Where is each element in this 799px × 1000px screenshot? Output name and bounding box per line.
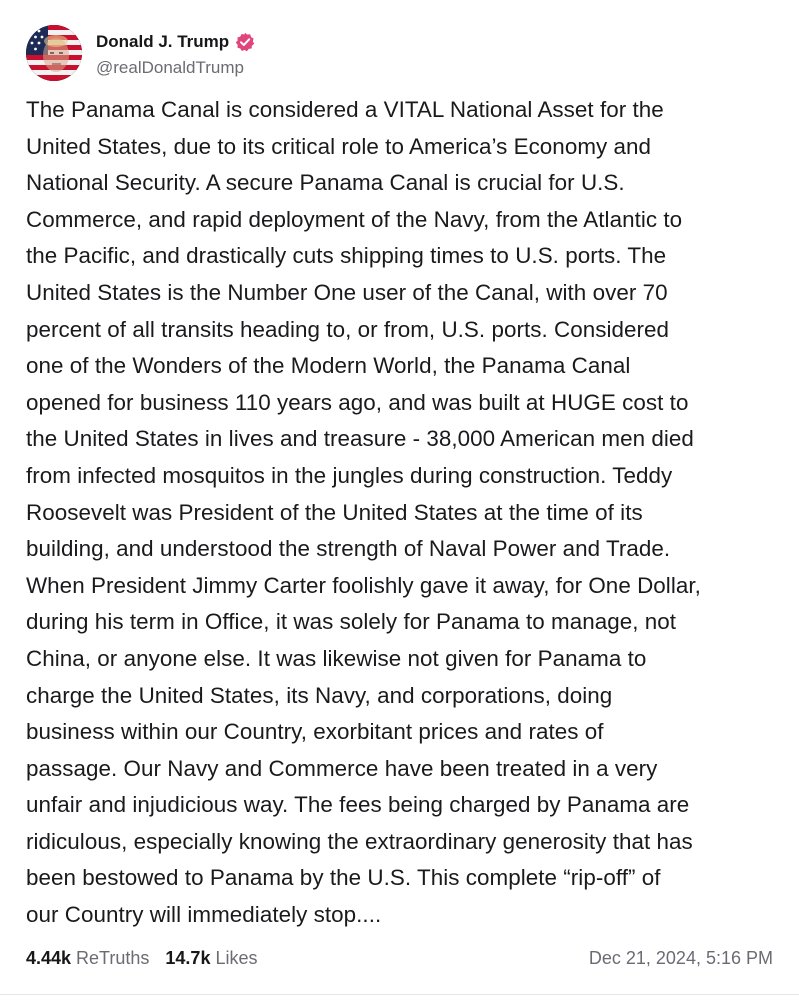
retruths-count: 4.44k [26,947,72,968]
avatar-image [26,25,82,81]
likes-count: 14.7k [165,947,211,968]
display-name[interactable]: Donald J. Trump [96,31,230,51]
retruths-label: ReTruths [76,947,150,968]
avatar[interactable] [26,25,82,81]
name-row [96,29,255,55]
post-header [26,25,255,81]
post-footer [26,944,773,972]
author-info [96,29,255,78]
likes-stat[interactable] [165,948,257,969]
post-body-text: The Panama Canal is considered a VITAL National Asset for the United States, due to its critical role to America’s Economy and National Security. A secure Panama Canal is crucial for U.S. Commerce, and rapid deployment of the Navy, from the Atlantic to the Pacific, and drastically cuts shipping times to U.S. ports. The United States is the Number One user of the Canal, with over 70 percent of all transits heading to, or from, U.S. ports. Considered one of the Wonders of the Modern World, the Panama Canal opened for business 110 years ago, and was built at HUGE cost to the United States in lives and treasure - 38,000 American men died from infected mosquitos in the jungles during construction. Teddy Roosevelt was President of the United States at the time of its building, and understood the strength of Naval Power and Trade. When President Jimmy Carter foolishly gave it away, for One Dollar, during his term in Office, it was solely for Panama to manage, not China, or anyone else. It was likewise not given for Panama to charge the United States, its Navy, and corporations, doing business within our Country, exorbitant prices and rates of passage. Our Navy and Commerce have been treated in a very unfair and injudicious way. The fees being charged by Panama are ridiculous, especially knowing the extraordinary generosity that has been bestowed to Panama by the U.S. This complete “rip-off” of our Country will immediately stop.... [26,97,701,928]
divider [0,994,799,995]
author-handle[interactable]: @realDonaldTrump [96,57,244,77]
retruths-stat[interactable] [26,948,149,969]
post-timestamp[interactable]: Dec 21, 2024, 5:16 PM [588,947,773,968]
verified-badge-icon [235,32,255,52]
likes-label: Likes [215,947,258,968]
